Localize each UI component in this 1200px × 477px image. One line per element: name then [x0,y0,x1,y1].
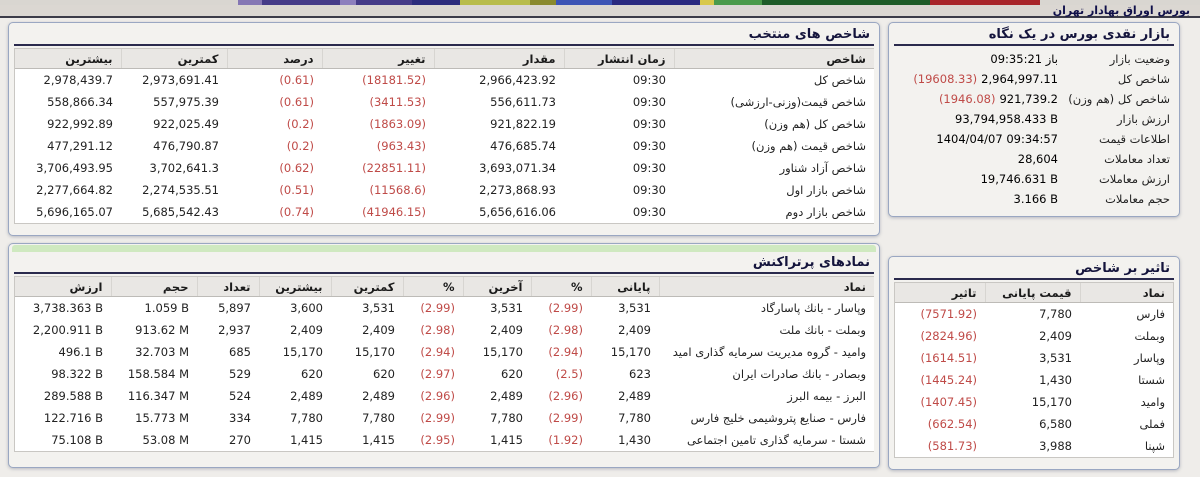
top-menu-strip[interactable] [0,0,1200,5]
glance-value: 28,604 [1017,152,1058,166]
glance-change: (19608.33) [913,72,978,86]
value-cell: (581.73) [895,435,985,457]
value-cell: (2824.96) [895,325,985,347]
column-header: تعداد [197,277,259,297]
page-title: بورس اوراق بهادار تهران [1052,4,1190,17]
glance-row [894,149,1174,169]
selected-indices-table [15,49,874,223]
table-row [15,297,874,319]
value-cell: 32.703 M [111,341,197,363]
value-cell: 3,531 [463,297,531,319]
value-cell: 2,489 [259,385,331,407]
column-header: کمترین [331,277,403,297]
column-header: % [403,277,463,297]
menu-segment [714,0,762,5]
value-cell: 3,706,493.95 [15,157,121,179]
table-row [895,413,1173,435]
value-cell: (0.2) [227,135,322,157]
selected-indices-table-wrap [14,48,874,224]
value-cell: (2.98) [531,319,591,341]
value-cell: (41946.15) [322,201,434,223]
value-cell: 98.322 B [15,363,111,385]
table-row [15,407,874,429]
glance-value: باز 09:35:21 [990,52,1058,66]
column-header: حجم [111,277,197,297]
symbol-cell[interactable]: شاخص بازار اول [674,179,874,201]
value-cell: 2,409 [259,319,331,341]
value-cell: (2.98) [403,319,463,341]
value-cell: 5,656,616.06 [434,201,564,223]
glance-row [894,169,1174,189]
value-cell: 620 [463,363,531,385]
value-cell: (2.94) [403,341,463,363]
menu-segment [412,0,460,5]
value-cell: (662.54) [895,413,985,435]
index-impact-table [895,283,1173,457]
glance-label: شاخص کل (هم وزن) [1068,92,1170,106]
value-cell: (2.95) [403,429,463,451]
value-cell: (2.99) [403,297,463,319]
symbol-cell[interactable]: وبملت [1080,325,1173,347]
menu-segment [0,0,238,5]
table-row [15,201,874,223]
column-header: پایانی [591,277,659,297]
value-cell: 15,170 [331,341,403,363]
selected-indices-panel [8,22,880,236]
value-cell: 496.1 B [15,341,111,363]
value-cell: 3,988 [985,435,1080,457]
value-cell: 15,170 [591,341,659,363]
top-transactions-table-wrap [14,276,874,452]
value-cell: 2,489 [331,385,403,407]
value-cell: 53.08 M [111,429,197,451]
table-row [15,385,874,407]
value-cell: 5,696,165.07 [15,201,121,223]
value-cell: 1,415 [259,429,331,451]
value-cell: 557,975.39 [121,91,227,113]
value-cell: (2.99) [531,407,591,429]
value-cell: 3,531 [331,297,403,319]
table-row [15,113,874,135]
value-cell: 2,409 [591,319,659,341]
glance-value: 19,746.631 B [980,172,1058,186]
value-cell: 7,780 [259,407,331,429]
column-header: شاخص [674,49,874,69]
value-cell: 922,992.89 [15,113,121,135]
value-cell: 1,430 [985,369,1080,391]
glance-label: تعداد معاملات [1104,152,1170,166]
value-cell: 270 [197,429,259,451]
value-cell: (0.61) [227,69,322,91]
value-cell: (1.92) [531,429,591,451]
value-cell: 2,409 [331,319,403,341]
page-titlebar [0,5,1200,18]
symbol-cell[interactable]: شاخص کل [674,69,874,91]
column-header: کمترین [121,49,227,69]
column-header: آخرین [463,277,531,297]
value-cell: 3,531 [591,297,659,319]
value-cell: (7571.92) [895,303,985,325]
symbol-cell[interactable]: شپنا [1080,435,1173,457]
table-row [895,325,1173,347]
column-header: بیشترین [15,49,121,69]
value-cell: (1614.51) [895,347,985,369]
value-cell: 158.584 M [111,363,197,385]
column-header: زمان انتشار [564,49,674,69]
value-cell: 2,489 [463,385,531,407]
value-cell: 620 [331,363,403,385]
table-row [15,179,874,201]
symbol-cell[interactable]: البرز - بیمه البرز [659,385,874,407]
table-row [15,91,874,113]
value-cell: 09:30 [564,135,674,157]
value-cell: (1407.45) [895,391,985,413]
value-cell: 3,702,641.3 [121,157,227,179]
top-transactions-title: نمادهای پرتراکنش [14,253,874,274]
value-cell: (22851.11) [322,157,434,179]
right-column [888,22,1180,470]
table-row [15,157,874,179]
menu-segment [930,0,1040,5]
header-row [15,49,874,69]
column-header: درصد [227,49,322,69]
symbol-cell[interactable]: وپاسار - بانك پاسارگاد [659,297,874,319]
value-cell: (0.62) [227,157,322,179]
market-glance-title: بازار نقدی بورس در یک نگاه [894,25,1174,46]
top-transactions-panel [8,243,880,468]
value-cell: 2,978,439.7 [15,69,121,91]
symbol-cell[interactable]: فارس - صنایع پتروشیمی خلیج فارس [659,407,874,429]
value-cell: (11568.6) [322,179,434,201]
value-cell: 2,277,664.82 [15,179,121,201]
value-cell: (18181.52) [322,69,434,91]
column-header: قیمت پایانی [985,283,1080,303]
value-cell: 2,966,423.92 [434,69,564,91]
market-glance-rows [894,49,1174,209]
glance-change: (1946.08) [938,92,996,106]
value-cell: 15,170 [985,391,1080,413]
menu-segment [612,0,700,5]
value-cell: 477,291.12 [15,135,121,157]
menu-segment [238,0,262,5]
value-cell: 2,409 [463,319,531,341]
menu-segment [340,0,356,5]
symbol-cell[interactable]: شاخص آزاد شناور [674,157,874,179]
header-row [895,283,1173,303]
table-row [15,429,874,451]
value-cell: 1,415 [463,429,531,451]
table-row [15,135,874,157]
glance-label: ارزش معاملات [1098,172,1170,186]
value-cell: (1863.09) [322,113,434,135]
value-cell: 1.059 B [111,297,197,319]
value-cell: 09:30 [564,69,674,91]
value-cell: 556,611.73 [434,91,564,113]
value-cell: 3,693,071.34 [434,157,564,179]
value-cell: 921,822.19 [434,113,564,135]
value-cell: 2,973,691.41 [121,69,227,91]
value-cell: 75.108 B [15,429,111,451]
value-cell: (1445.24) [895,369,985,391]
value-cell: (2.99) [531,297,591,319]
glance-value: (19608.33) 2,964,997.11 [913,72,1058,86]
value-cell: (2.99) [403,407,463,429]
menu-segment [762,0,930,5]
value-cell: 2,273,868.93 [434,179,564,201]
symbol-cell[interactable]: شستا - سرمایه گذاری تامین اجتماعی [659,429,874,451]
menu-segment [700,0,714,5]
column-header: % [531,277,591,297]
glance-label: شاخص کل [1117,72,1170,86]
value-cell: 558,866.34 [15,91,121,113]
symbol-cell[interactable]: شاخص بازار دوم [674,201,874,223]
value-cell: 913.62 M [111,319,197,341]
table-row [895,347,1173,369]
value-cell: 2,200.911 B [15,319,111,341]
menu-segment [460,0,530,5]
value-cell: 15,170 [463,341,531,363]
value-cell: 09:30 [564,91,674,113]
value-cell: 3,738.363 B [15,297,111,319]
value-cell: 289.588 B [15,385,111,407]
value-cell: (3411.53) [322,91,434,113]
column-header: ارزش [15,277,111,297]
glance-value: 3.166 B [1013,192,1058,206]
symbol-cell[interactable]: وبملت - بانك ملت [659,319,874,341]
value-cell: 922,025.49 [121,113,227,135]
glance-label: اطلاعات قیمت [1099,132,1170,146]
value-cell: 7,780 [985,303,1080,325]
value-cell: 7,780 [331,407,403,429]
value-cell: 2,489 [591,385,659,407]
value-cell: 09:30 [564,179,674,201]
value-cell: 09:30 [564,113,674,135]
value-cell: 7,780 [463,407,531,429]
header-row [15,277,874,297]
symbol-cell[interactable]: وبصادر - بانك صادرات ایران [659,363,874,385]
value-cell: 2,409 [985,325,1080,347]
value-cell: (963.43) [322,135,434,157]
symbol-cell[interactable]: وامید [1080,391,1173,413]
table-row [15,319,874,341]
glance-row [894,129,1174,149]
value-cell: 6,580 [985,413,1080,435]
glance-value: 93,794,958.433 B [955,112,1058,126]
glance-row [894,189,1174,209]
menu-segment [356,0,412,5]
value-cell: (0.74) [227,201,322,223]
value-cell: 1,430 [591,429,659,451]
glance-row [894,49,1174,69]
glance-label: ارزش بازار [1116,112,1170,126]
table-row [895,391,1173,413]
value-cell: 7,780 [591,407,659,429]
value-cell: 476,790.87 [121,135,227,157]
menu-segment [262,0,340,5]
menu-segment [530,0,556,5]
glance-label: حجم معاملات [1105,192,1170,206]
column-header: بیشترین [259,277,331,297]
value-cell: 524 [197,385,259,407]
value-cell: 2,937 [197,319,259,341]
column-header: تاثیر [895,283,985,303]
value-cell: (0.2) [227,113,322,135]
glance-row [894,69,1174,89]
value-cell: 5,685,542.43 [121,201,227,223]
value-cell: (2.97) [403,363,463,385]
selected-indices-title: شاخص های منتخب [14,25,874,46]
column-header: نماد [1080,283,1173,303]
table-row [15,69,874,91]
column-header: نماد [659,277,874,297]
table-row [895,369,1173,391]
symbol-cell[interactable]: وامید - گروه مدیریت سرمایه گذاری امید [659,341,874,363]
glance-label: وضعیت بازار [1109,52,1170,66]
value-cell: (0.51) [227,179,322,201]
value-cell: 116.347 M [111,385,197,407]
symbol-cell[interactable]: شستا [1080,369,1173,391]
active-tab-strip [12,245,876,252]
value-cell: 1,415 [331,429,403,451]
value-cell: 529 [197,363,259,385]
value-cell: (2.96) [531,385,591,407]
symbol-cell[interactable]: فارس [1080,303,1173,325]
value-cell: 15,170 [259,341,331,363]
value-cell: 3,600 [259,297,331,319]
glance-value: 1404/04/07 09:34:57 [936,132,1058,146]
value-cell: 3,531 [985,347,1080,369]
column-header: مقدار [434,49,564,69]
market-glance-panel [888,22,1180,217]
index-impact-title: تاثیر بر شاخص [894,259,1174,280]
symbol-cell[interactable]: شاخص قیمت(وزنی-ارزشی) [674,91,874,113]
top-transactions-table [15,277,874,451]
symbol-cell[interactable]: فملی [1080,413,1173,435]
symbol-cell[interactable]: وپاسار [1080,347,1173,369]
symbol-cell[interactable]: شاخص کل (هم وزن) [674,113,874,135]
value-cell: (2.94) [531,341,591,363]
table-row [895,435,1173,457]
value-cell: (2.5) [531,363,591,385]
value-cell: 685 [197,341,259,363]
value-cell: 15.773 M [111,407,197,429]
glance-row [894,89,1174,109]
left-column [8,22,880,470]
column-header: تغییر [322,49,434,69]
glance-row [894,109,1174,129]
value-cell: 623 [591,363,659,385]
glance-value: (1946.08) 921,739.2 [938,92,1058,106]
table-row [15,363,874,385]
value-cell: 620 [259,363,331,385]
table-row [895,303,1173,325]
value-cell: (2.96) [403,385,463,407]
value-cell: 122.716 B [15,407,111,429]
index-impact-table-wrap [894,282,1174,458]
value-cell: 09:30 [564,201,674,223]
symbol-cell[interactable]: شاخص قیمت (هم وزن) [674,135,874,157]
value-cell: 2,274,535.51 [121,179,227,201]
menu-segment [556,0,612,5]
main-content [0,18,1200,470]
table-row [15,341,874,363]
value-cell: 5,897 [197,297,259,319]
value-cell: (0.61) [227,91,322,113]
value-cell: 476,685.74 [434,135,564,157]
value-cell: 09:30 [564,157,674,179]
value-cell: 334 [197,407,259,429]
index-impact-panel [888,256,1180,470]
